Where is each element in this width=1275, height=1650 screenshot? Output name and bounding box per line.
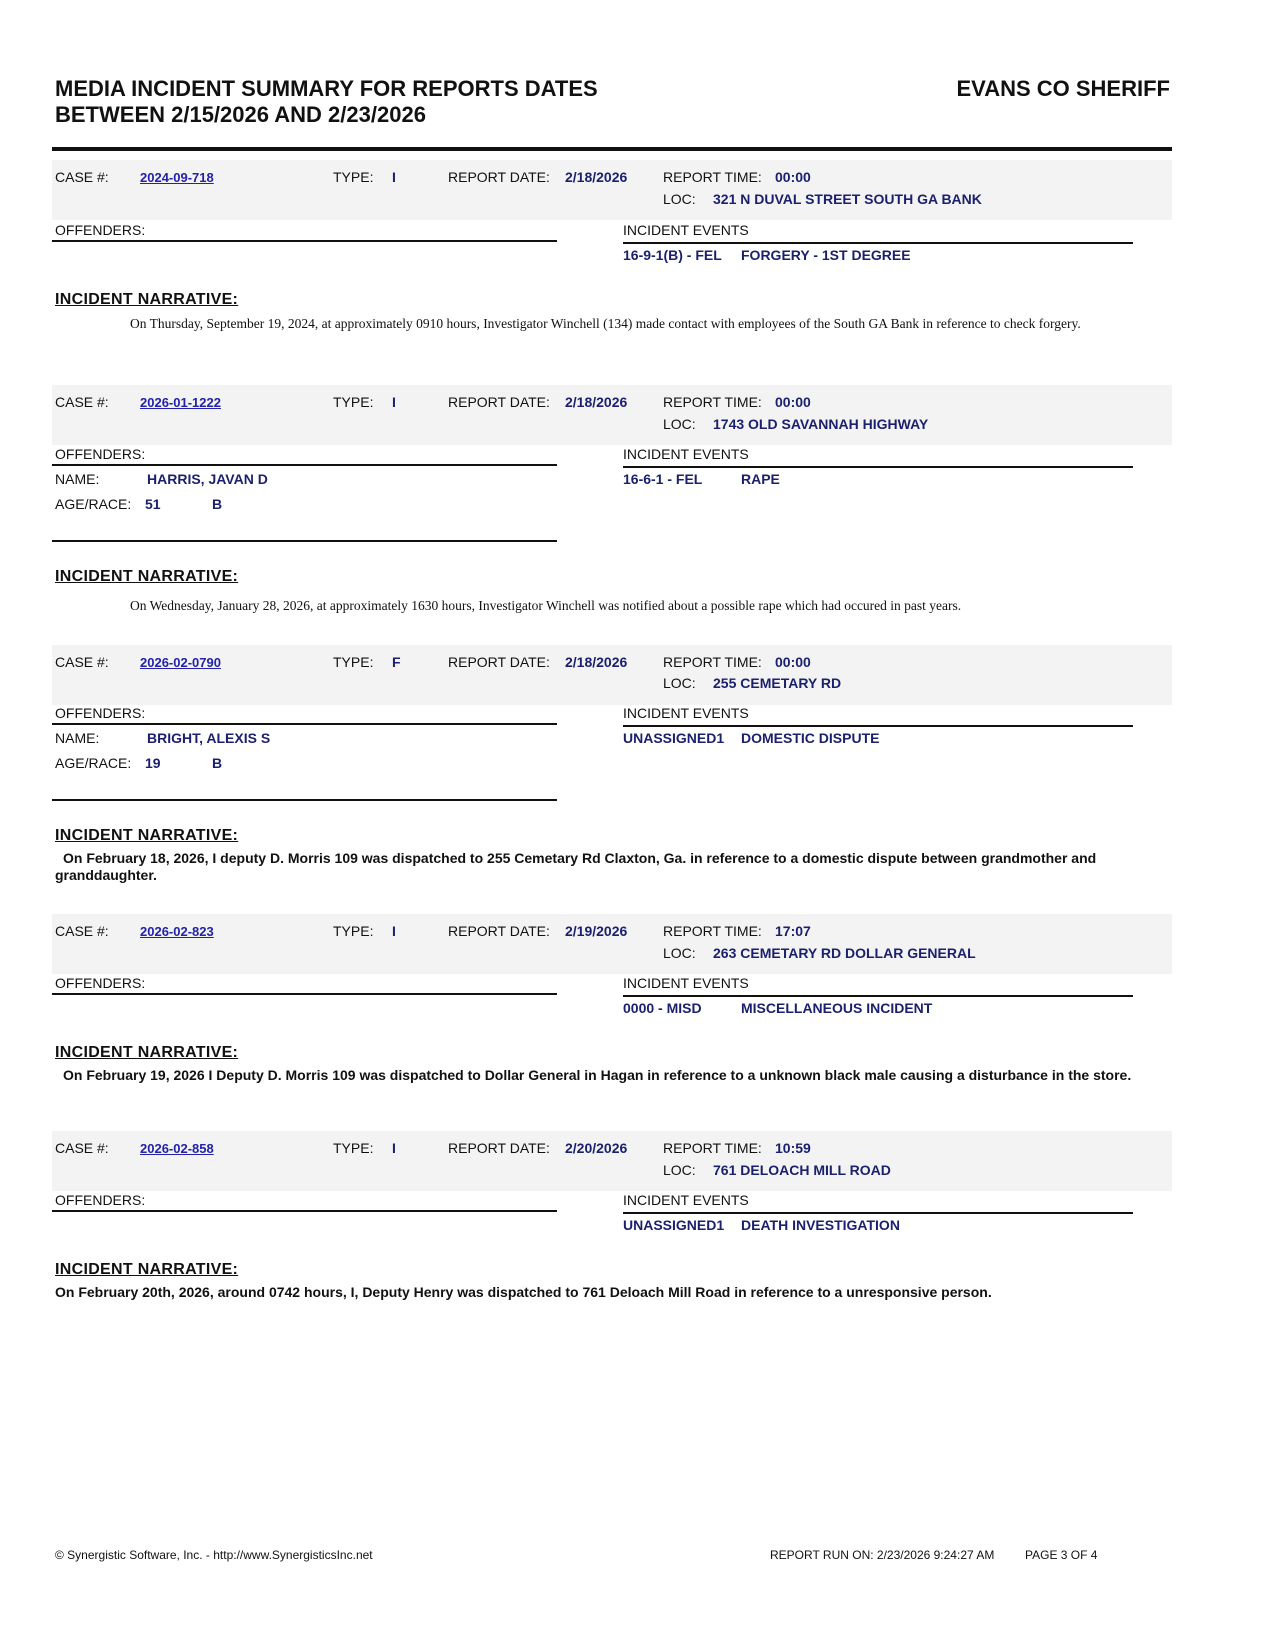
incident-events-label: INCIDENT EVENTS	[623, 1192, 749, 1208]
narrative-heading: INCIDENT NARRATIVE:	[55, 1261, 239, 1278]
offender-name-value: BRIGHT, ALEXIS S	[147, 730, 271, 746]
offender-race-value: B	[212, 755, 223, 771]
location-label: LOC:	[663, 1162, 696, 1178]
event-code: UNASSIGNED1	[623, 730, 725, 746]
incident-events-label: INCIDENT EVENTS	[623, 975, 749, 991]
report-time-value: 10:59	[775, 1140, 811, 1156]
report-time-label: REPORT TIME:	[663, 394, 762, 410]
offender-name-label: NAME:	[55, 730, 100, 746]
report-date-value: 2/18/2026	[565, 169, 628, 185]
offender-section-end-divider	[52, 540, 557, 542]
location-value: 761 DELOACH MILL ROAD	[713, 1162, 891, 1178]
offenders-divider	[52, 723, 557, 725]
incident-events-label: INCIDENT EVENTS	[623, 446, 749, 462]
events-divider	[623, 995, 1133, 997]
location-label: LOC:	[663, 191, 696, 207]
location-label: LOC:	[663, 675, 696, 691]
report-date-label: REPORT DATE:	[448, 1140, 550, 1156]
location-label: LOC:	[663, 945, 696, 961]
case-label: CASE #:	[55, 169, 109, 185]
report-time-label: REPORT TIME:	[663, 923, 762, 939]
report-time-value: 00:00	[775, 654, 811, 670]
type-label: TYPE:	[333, 1140, 374, 1156]
event-description: DEATH INVESTIGATION	[741, 1217, 900, 1233]
case-label: CASE #:	[55, 923, 109, 939]
report-time-label: REPORT TIME:	[663, 654, 762, 670]
narrative-heading: INCIDENT NARRATIVE:	[55, 827, 239, 844]
offender-race-value: B	[212, 496, 223, 512]
events-divider	[623, 242, 1133, 244]
report-date-value: 2/18/2026	[565, 394, 628, 410]
report-title-line1: MEDIA INCIDENT SUMMARY FOR REPORTS DATES	[55, 76, 598, 101]
report-title-line2: BETWEEN 2/15/2026 AND 2/23/2026	[55, 102, 426, 127]
type-label: TYPE:	[333, 654, 374, 670]
events-divider	[623, 1212, 1133, 1214]
age-race-label: AGE/RACE:	[55, 755, 132, 771]
report-date-value: 2/18/2026	[565, 654, 628, 670]
location-value: 1743 OLD SAVANNAH HIGHWAY	[713, 416, 929, 432]
offender-age-value: 19	[145, 755, 161, 771]
footer-page-number: PAGE 3 OF 4	[1025, 1548, 1098, 1562]
narrative-heading: INCIDENT NARRATIVE:	[55, 1044, 239, 1061]
case-number-link[interactable]: 2026-02-0790	[140, 655, 221, 670]
case-label: CASE #:	[55, 1140, 109, 1156]
event-code: 16-9-1(B) - FEL	[623, 247, 722, 263]
location-value: 255 CEMETARY RD	[713, 675, 842, 691]
event-description: DOMESTIC DISPUTE	[741, 730, 880, 746]
location-value: 321 N DUVAL STREET SOUTH GA BANK	[713, 191, 982, 207]
agency-name: EVANS CO SHERIFF	[956, 76, 1170, 101]
offenders-label: OFFENDERS:	[55, 705, 146, 721]
narrative-text: On Wednesday, January 28, 2026, at approximately 1630 hours, Investigator Winchell was notified about a possible rape which had occured in past years.	[130, 598, 962, 613]
narrative-text: On February 18, 2026, I deputy D. Morris 109 was dispatched to 255 Cemetary Rd Claxton, Ga. in reference to a domestic dispute between grandmother and granddaughter.	[55, 850, 1097, 883]
narrative-text: On Thursday, September 19, 2024, at approximately 0910 hours, Investigator Winchell (134) made contact with employees of the South GA Bank in reference to check forgery.	[130, 316, 1081, 331]
case-number-link[interactable]: 2026-02-858	[140, 1141, 214, 1156]
narrative-text: On February 20th, 2026, around 0742 hours, I, Deputy Henry was dispatched to 761 Deloach Mill Road in reference to a unresponsive person.	[55, 1284, 992, 1300]
events-divider	[623, 725, 1133, 727]
case-number-link[interactable]: 2026-01-1222	[140, 395, 221, 410]
report-time-value: 17:07	[775, 923, 811, 939]
event-code: 16-6-1 - FEL	[623, 471, 703, 487]
case-label: CASE #:	[55, 394, 109, 410]
offender-name-value: HARRIS, JAVAN D	[147, 471, 268, 487]
report-date-label: REPORT DATE:	[448, 654, 550, 670]
type-label: TYPE:	[333, 923, 374, 939]
incident-events-label: INCIDENT EVENTS	[623, 705, 749, 721]
event-description: FORGERY - 1ST DEGREE	[741, 247, 911, 263]
report-date-label: REPORT DATE:	[448, 169, 550, 185]
type-value: F	[392, 654, 401, 670]
offenders-label: OFFENDERS:	[55, 975, 146, 991]
events-divider	[623, 466, 1133, 468]
offenders-label: OFFENDERS:	[55, 446, 146, 462]
report-date-value: 2/19/2026	[565, 923, 628, 939]
offenders-divider	[52, 464, 557, 466]
type-value: I	[392, 923, 396, 939]
offender-name-label: NAME:	[55, 471, 100, 487]
location-value: 263 CEMETARY RD DOLLAR GENERAL	[713, 945, 976, 961]
type-value: I	[392, 1140, 396, 1156]
narrative-heading: INCIDENT NARRATIVE:	[55, 291, 239, 308]
case-label: CASE #:	[55, 654, 109, 670]
location-label: LOC:	[663, 416, 696, 432]
footer-copyright: © Synergistic Software, Inc. - http://www.SynergisticsInc.net	[55, 1548, 373, 1562]
report-date-value: 2/20/2026	[565, 1140, 628, 1156]
incident-events-label: INCIDENT EVENTS	[623, 222, 749, 238]
report-time-value: 00:00	[775, 169, 811, 185]
offenders-divider	[52, 993, 557, 995]
offenders-label: OFFENDERS:	[55, 1192, 146, 1208]
report-time-value: 00:00	[775, 394, 811, 410]
narrative-heading: INCIDENT NARRATIVE:	[55, 568, 239, 585]
case-number-link[interactable]: 2024-09-718	[140, 170, 214, 185]
report-time-label: REPORT TIME:	[663, 1140, 762, 1156]
type-value: I	[392, 394, 396, 410]
report-date-label: REPORT DATE:	[448, 923, 550, 939]
offenders-divider	[52, 240, 557, 242]
offenders-label: OFFENDERS:	[55, 222, 146, 238]
report-title	[55, 76, 598, 128]
case-number-link[interactable]: 2026-02-823	[140, 924, 214, 939]
report-date-label: REPORT DATE:	[448, 394, 550, 410]
age-race-label: AGE/RACE:	[55, 496, 132, 512]
type-label: TYPE:	[333, 169, 374, 185]
report-time-label: REPORT TIME:	[663, 169, 762, 185]
event-description: RAPE	[741, 471, 780, 487]
footer-report-run-on: REPORT RUN ON: 2/23/2026 9:24:27 AM	[770, 1548, 995, 1562]
offender-age-value: 51	[145, 496, 161, 512]
type-label: TYPE:	[333, 394, 374, 410]
type-value: I	[392, 169, 396, 185]
event-code: UNASSIGNED1	[623, 1217, 725, 1233]
header-divider	[52, 147, 1172, 151]
offender-section-end-divider	[52, 799, 557, 801]
event-description: MISCELLANEOUS INCIDENT	[741, 1000, 933, 1016]
event-code: 0000 - MISD	[623, 1000, 702, 1016]
offenders-divider	[52, 1210, 557, 1212]
narrative-text: On February 19, 2026 I Deputy D. Morris 109 was dispatched to Dollar General in Hagan in reference to a unknown black male causing a disturbance in the store.	[63, 1067, 1132, 1083]
